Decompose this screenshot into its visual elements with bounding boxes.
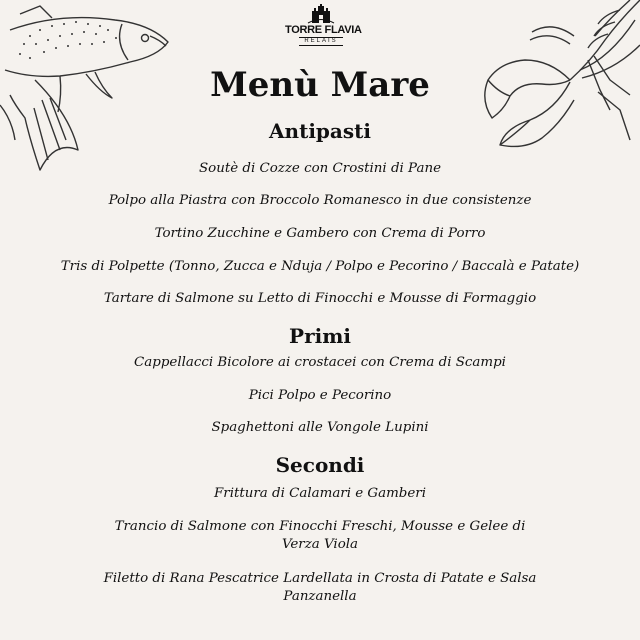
menu-item: Spaghettoni alle Vongole Lupini xyxy=(211,420,429,435)
menu-item: Cappellacci Bicolore ai crostacei con Crema di Scampi xyxy=(134,355,506,370)
tower-icon xyxy=(306,2,336,24)
menu-item: Tris di Polpette (Tonno, Zucca e Nduja / Polpo e Pecorino / Baccalà e Patate) xyxy=(60,259,580,274)
section-heading-primi: Primi xyxy=(289,324,351,348)
menu-item: Frittura di Calamari e Gamberi xyxy=(214,486,426,501)
section-heading-secondi: Secondi xyxy=(275,453,365,477)
menu-item: Polpo alla Piastra con Broccolo Romanesco in due consistenze xyxy=(108,193,532,208)
menu-item: Tortino Zucchine e Gambero con Crema di Porro xyxy=(154,226,486,241)
menu-item: Filetto di Rana Pescatrice Lardellata in Crosta di Patate e Salsa Panzanella xyxy=(103,571,537,604)
restaurant-logo xyxy=(285,2,362,52)
menu-title: Menù Mare xyxy=(210,65,430,105)
menu-item: Soutè di Cozze con Crostini di Pane xyxy=(198,161,442,176)
menu-item: Pici Polpo e Pecorino xyxy=(248,388,392,403)
logo-name: TORRE FLAVIA xyxy=(285,24,362,36)
menu-item: Tartare di Salmone su Letto di Finocchi e Mousse di Formaggio xyxy=(103,291,537,306)
menu-item: Trancio di Salmone con Finocchi Freschi, Mousse e Gelee di Verza Viola xyxy=(114,519,526,552)
logo-subtitle: RELAIS xyxy=(299,37,343,46)
section-heading-antipasti: Antipasti xyxy=(269,119,371,143)
